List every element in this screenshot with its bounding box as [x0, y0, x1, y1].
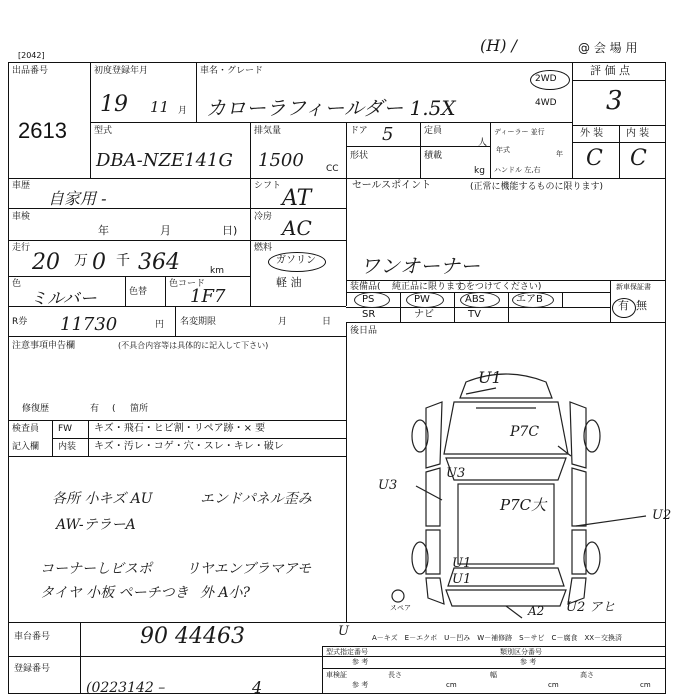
lot-number-value: 2613: [18, 118, 67, 143]
reg-year-value: 19: [100, 92, 128, 117]
equip-abs-circle: [460, 292, 500, 308]
mark-u2-rear: U2 アヒ: [566, 600, 616, 615]
history-label: 車歴: [12, 181, 31, 191]
inspection-month-label: 月: [160, 224, 171, 237]
note-line2-left: AW-テラーA: [56, 517, 136, 533]
interior-value: C: [630, 146, 647, 171]
note-line1-right: エンドパネル歪み: [200, 491, 312, 507]
recycle-value: 11730: [60, 314, 118, 335]
color-code-value: 1F7: [190, 286, 226, 307]
width-unit: cm: [548, 681, 559, 689]
left-rear-fender: [426, 578, 444, 604]
category-number-ref: 参 考: [520, 658, 537, 666]
fw-label: FW: [58, 424, 73, 434]
registration-dim-label: 車検証: [326, 671, 347, 679]
year-unit: 年: [556, 150, 563, 158]
left-front-door: [426, 468, 440, 526]
equip-airbag-circle: [512, 292, 554, 308]
shift-label: シフト: [254, 181, 282, 191]
displacement-value: 1500: [258, 150, 304, 171]
repair-yes: 有: [90, 404, 100, 414]
fuel-gasoline: ガソリン: [276, 255, 316, 266]
equip-tv: TV: [468, 309, 481, 320]
recycle-label: R券: [12, 317, 28, 327]
cooler-value: AC: [282, 216, 312, 240]
length-label: 長さ: [388, 671, 402, 679]
equip-navi: ナビ: [414, 309, 434, 320]
hood-outline: [444, 402, 568, 454]
category-number-label: 類別区分番号: [500, 648, 542, 656]
sheet-code: [2042]: [18, 51, 45, 60]
handle-label: ハンドル 左,右: [494, 166, 541, 174]
history-value: 自家用 -: [48, 189, 107, 208]
drive-2wd-label: 2WD: [535, 74, 557, 84]
entry-label: 記入欄: [12, 442, 40, 452]
interior-items: キズ・汚レ・コゲ・穴・スレ・キレ・破レ: [94, 441, 284, 452]
shift-value: AT: [282, 186, 312, 211]
chassis-number-label: 車台番号: [14, 632, 51, 642]
name-change-day: 日: [322, 317, 332, 327]
model-grade-value: カローラフィールダー 1.5X: [206, 96, 456, 120]
mark-u1-front: U1: [478, 368, 502, 387]
capacity-unit: 人: [478, 138, 488, 148]
score-label: 評 価 点: [590, 64, 630, 77]
doors-label: ドア: [350, 126, 368, 136]
warranty-no: 無: [636, 299, 647, 312]
shape-label: 形状: [350, 151, 369, 161]
mark-u2-right: U2: [652, 508, 672, 523]
registration-tail: 4: [252, 678, 263, 697]
color-code-label: 色コード: [169, 279, 206, 289]
color-change-label: 色替: [129, 287, 148, 297]
mileage-sen-unit: 千: [116, 253, 130, 269]
sales-points-note: (正常に機能するものに限ります): [470, 182, 604, 192]
load-unit: kg: [474, 166, 485, 176]
remarks-note: (不具合内容等は具体的に記入して下さい): [118, 341, 269, 350]
fuel-label: 燃料: [254, 243, 273, 253]
height-unit: cm: [640, 681, 651, 689]
mark-u-bottom: U: [338, 624, 349, 639]
cc-unit: CC: [326, 164, 339, 174]
equipment-circle-note: ○をつけてください): [458, 282, 542, 292]
cooler-label: 冷房: [254, 212, 273, 222]
lot-number-label: 出品番号: [12, 66, 49, 76]
load-label: 積載: [424, 151, 443, 161]
note-line3-right: リヤエンブラマアモ: [186, 561, 312, 577]
mileage-rest-value: 364: [138, 250, 180, 275]
equipment-note: 純正品に限ります: [392, 282, 465, 292]
rear-hatch-outline: [446, 590, 566, 606]
drive-4wd-label: 4WD: [535, 98, 557, 108]
note-line4-left: タイヤ 小板 ペーチつき: [40, 585, 189, 601]
model-year-label: 年式: [496, 146, 510, 154]
fuel-light-oil: 軽 油: [276, 276, 302, 289]
exterior-value: C: [586, 146, 603, 171]
repair-paren: (: [112, 404, 116, 414]
mark-u3-door: U3: [446, 466, 466, 481]
mark-a2-rear: A2: [528, 604, 545, 618]
warranty-yes: 有: [618, 299, 629, 312]
displacement-label: 排気量: [254, 126, 282, 136]
inspector-label: 検査員: [12, 424, 40, 434]
height-label: 高さ: [580, 671, 594, 679]
chassis-number-value: 90 44463: [140, 624, 245, 649]
repair-label: 修復歴: [22, 404, 50, 414]
registration-partial: (0223142 –: [86, 680, 166, 696]
top-marks: (H) /: [480, 36, 517, 55]
mark-p7-roof: P7C大: [500, 496, 547, 514]
venue-use-label: @ 会 場 用: [578, 41, 638, 55]
fw-items: キズ・飛石・ヒビ割・リペア跡・× 要: [94, 423, 266, 434]
name-change-label: 名変期限: [180, 317, 217, 327]
left-rear-door: [426, 530, 440, 574]
front-bumper-outline: [460, 374, 552, 398]
equip-sr: SR: [362, 309, 376, 320]
spare-label: スペア: [390, 604, 411, 612]
mileage-man-value: 20: [32, 250, 60, 275]
equip-abs: ABS: [465, 294, 485, 305]
mileage-man-unit: 万: [74, 253, 88, 269]
warranty-label: 新車保証書: [616, 283, 651, 291]
equip-airbag: エアB: [516, 294, 543, 305]
name-change-month: 月: [278, 317, 288, 327]
equip-pw-circle: [406, 292, 444, 308]
registration-number-label: 登録番号: [14, 664, 51, 674]
inspection-label: 車検: [12, 212, 31, 222]
sales-point-value: ワンオーナー: [360, 254, 480, 278]
exterior-label: 外 装: [580, 128, 604, 139]
inspection-year-label: 年: [98, 224, 109, 237]
equipment-label: 装備品(: [350, 282, 381, 292]
mileage-label: 走行: [12, 243, 31, 253]
doors-value: 5: [382, 124, 394, 145]
spare-tire: [392, 590, 404, 602]
mark-p7-hood: P7C: [510, 424, 540, 440]
remarks-label: 注意事項申告欄: [12, 341, 76, 351]
dealer-label: ディーラー 並行: [494, 128, 545, 136]
length-unit: cm: [446, 681, 457, 689]
mark-u3-left: U3: [378, 478, 398, 493]
mileage-sen-value: 0: [92, 250, 106, 275]
equip-ps: PS: [362, 294, 375, 305]
reg-month-value: 11: [150, 98, 170, 116]
model-type-label: 型式: [94, 126, 113, 136]
color-label: 色: [12, 279, 22, 289]
right-rear-door: [572, 530, 586, 574]
recycle-yen: 円: [155, 320, 165, 330]
post-date-label: 後日品: [350, 326, 378, 336]
color-value: ミルバー: [30, 289, 97, 309]
model-grade-label: 車名・グレード: [200, 66, 264, 76]
sales-points-label: セールスポイント: [352, 180, 432, 191]
mark-u1-rear2: U1: [452, 572, 472, 587]
equip-ps-circle: [354, 292, 390, 308]
reg-month-unit: 月: [178, 106, 188, 116]
repair-place: 箇所: [130, 404, 149, 414]
interior-row-label: 内装: [58, 442, 77, 452]
score-value: 3: [606, 86, 623, 116]
note-line4-right: 外 A小?: [200, 585, 251, 601]
right-front-door: [572, 468, 586, 526]
inspection-day-label: 日): [222, 224, 238, 237]
interior-label: 内 装: [626, 128, 650, 139]
note-line1-left: 各所 小キズ AU: [52, 491, 153, 507]
first-registration-label: 初度登録年月: [94, 66, 149, 76]
width-label: 幅: [490, 671, 497, 679]
form-model-label: 型式指定番号: [326, 648, 368, 656]
note-line3-left: コーナーしビスポ: [40, 561, 152, 577]
registration-dim-ref: 参 考: [352, 681, 369, 689]
mileage-km-unit: km: [210, 266, 224, 276]
damage-legend: A－キズ E－エクボ U－凹み W－補修跡 S－サビ C－腐食 XX－交換済: [372, 634, 623, 642]
form-model-ref: 参 考: [352, 658, 369, 666]
capacity-label: 定員: [424, 126, 443, 136]
equip-pw: PW: [414, 294, 430, 305]
model-type-value: DBA-NZE141G: [96, 150, 233, 171]
mark-u1-rear: U1: [452, 556, 472, 571]
